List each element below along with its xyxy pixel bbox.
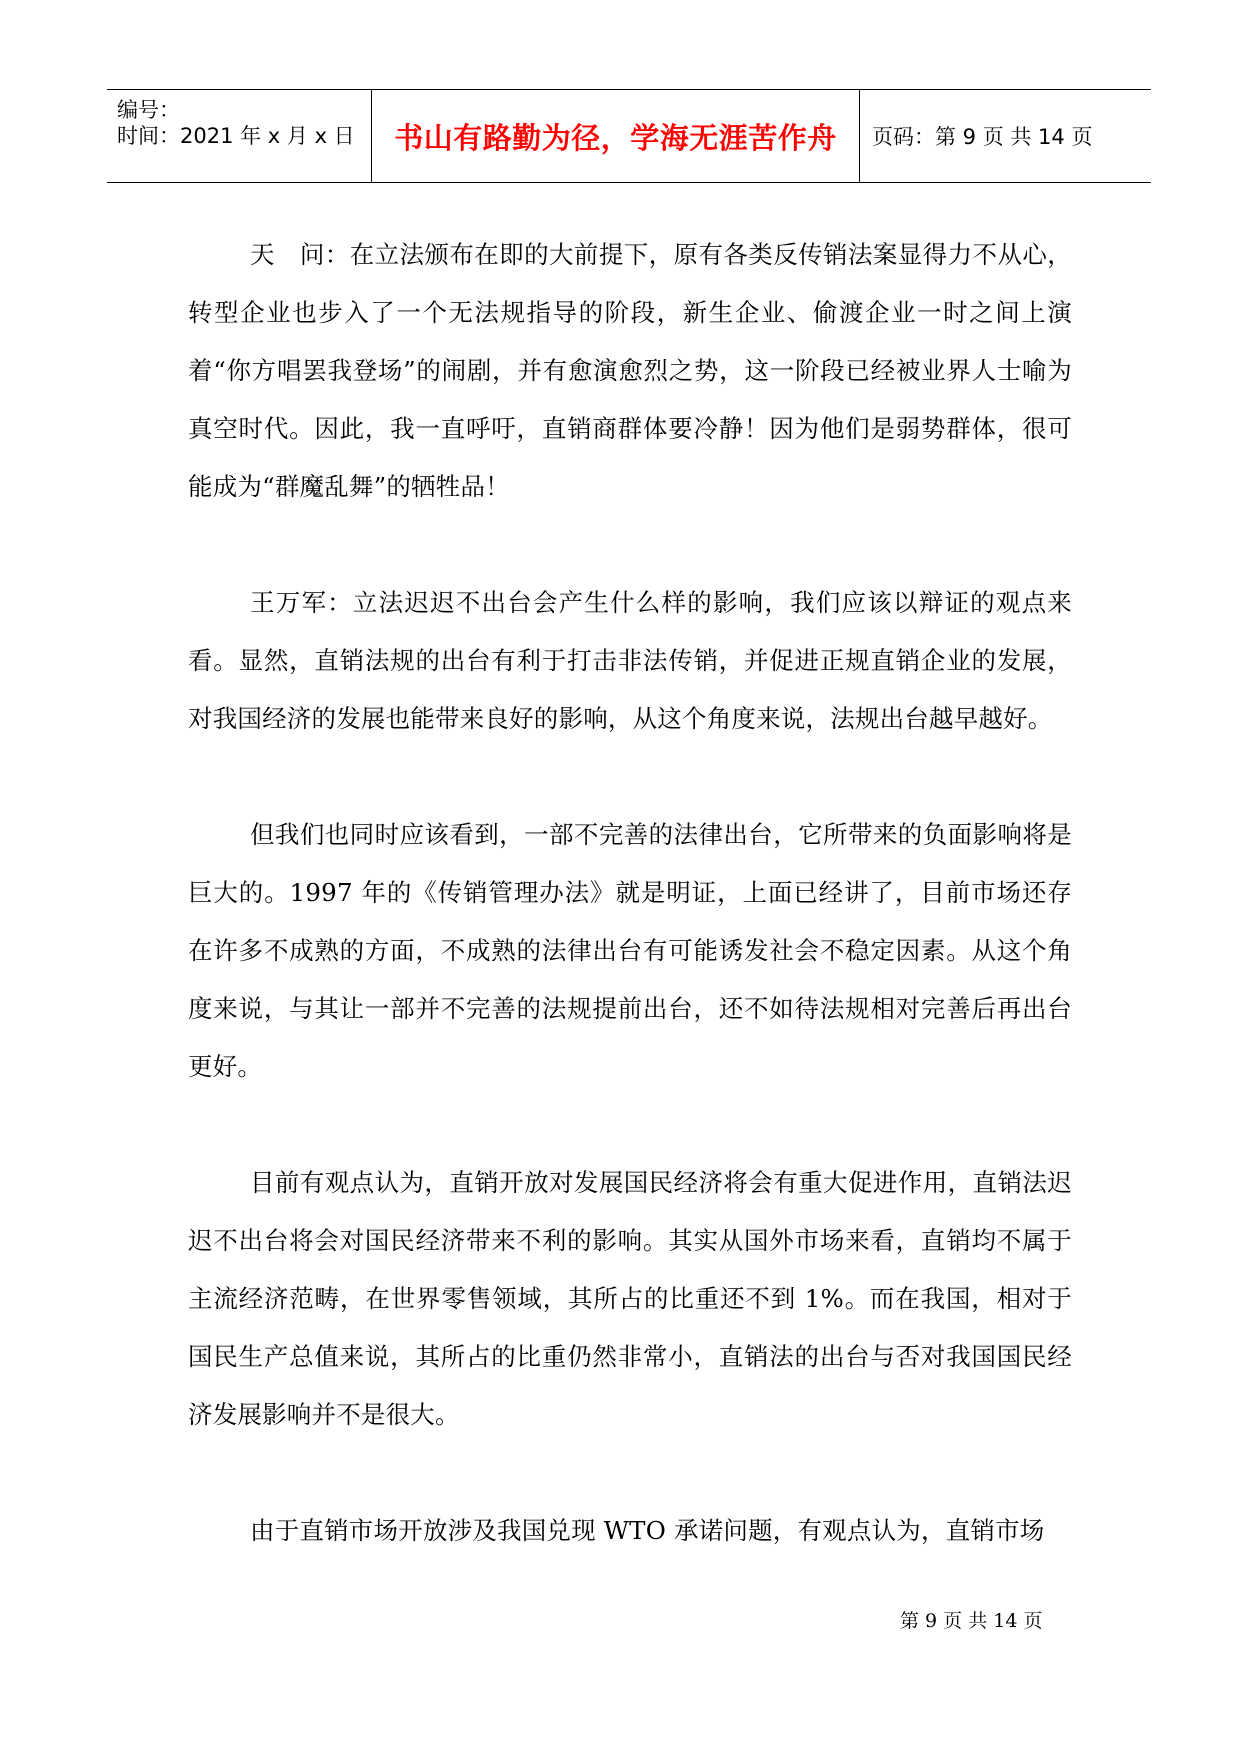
header-motto: 书山有路勤为径，学海无涯苦作舟 <box>394 120 837 155</box>
document-time-label: 时间：2021 年 x 月 x 日 <box>117 124 355 148</box>
document-body <box>188 226 1072 1618</box>
paragraph: 但我们也同时应该看到，一部不完善的法律出台，它所带来的负面影响将是巨大的。1997 年的《传销管理办法》就是明证，上面已经讲了，目前市场还存在许多不成熟的方面，不成熟的法律出台有可能诱发社会不稳定因素。从这个角度来说，与其让一部并不完善的法规提前出台，还不如待法规相对完善后再出台更好。 <box>188 820 1072 1081</box>
paragraph: 天 问：在立法颁布在即的大前提下，原有各类反传销法案显得力不从心，转型企业也步入了一个无法规指导的阶段，新生企业、偷渡企业一时之间上演着“你方唱罢我登场”的闹剧，并有愈演愈烈之势，这一阶段已经被业界人士喻为真空时代。因此，我一直呼吁，直销商群体要冷静！因为他们是弱势群体，很可能成为“群魔乱舞”的牺牲品！ <box>188 240 1072 501</box>
header-info-cell <box>107 90 371 182</box>
header-page-code: 页码：第 9 页 共 14 页 <box>872 125 1093 149</box>
header-page-cell <box>860 90 1151 182</box>
header-motto-cell <box>371 90 860 182</box>
paragraph: 由于直销市场开放涉及我国兑现 WTO 承诺问题，有观点认为，直销市场 <box>250 1516 1045 1545</box>
page-header <box>107 89 1151 183</box>
paragraph: 王万军：立法迟迟不出台会产生什么样的影响，我们应该以辩证的观点来看。显然，直销法规的出台有利于打击非法传销，并促进正规直销企业的发展，对我国经济的发展也能带来良好的影响，从这个角度来说，法规出台越早越好。 <box>188 588 1072 733</box>
page-footer: 第 9 页 共 14 页 <box>900 1610 1043 1632</box>
document-code-label: 编号： <box>117 98 180 122</box>
paragraph: 目前有观点认为，直销开放对发展国民经济将会有重大促进作用，直销法迟迟不出台将会对国民经济带来不利的影响。其实从国外市场来看，直销均不属于主流经济范畴，在世界零售领域，其所占的比重还不到 1%。而在我国，相对于国民生产总值来说，其所占的比重仍然非常小，直销法的出台与否对我国国民经济发展影响并不是很大。 <box>188 1168 1072 1429</box>
